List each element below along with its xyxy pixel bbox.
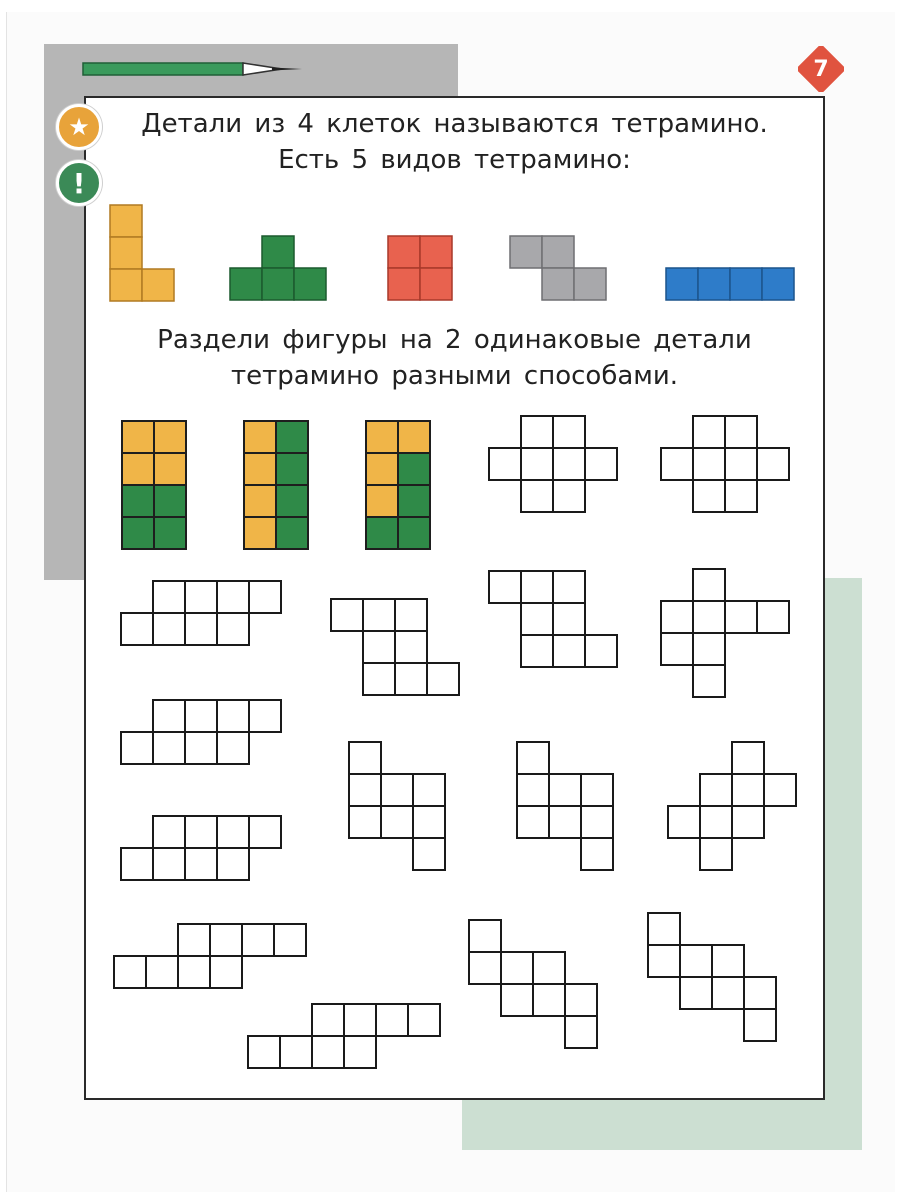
cell xyxy=(178,924,210,956)
cell xyxy=(413,774,445,806)
intro-line-2: Есть 5 видов тетрамино: xyxy=(278,145,631,175)
figure-13 xyxy=(248,1004,440,1068)
cell xyxy=(489,571,521,603)
cell xyxy=(693,633,725,665)
cell xyxy=(585,448,617,480)
cell xyxy=(398,485,430,517)
cell xyxy=(178,956,210,988)
cell xyxy=(185,700,217,732)
cell xyxy=(725,416,757,448)
example-2-part-a xyxy=(244,421,276,549)
cell xyxy=(312,1004,344,1036)
cell xyxy=(388,236,420,268)
cell xyxy=(217,581,249,613)
figure-11 xyxy=(121,816,281,880)
cell xyxy=(280,1036,312,1068)
cell xyxy=(331,599,363,631)
cell xyxy=(244,453,276,485)
cell xyxy=(185,816,217,848)
cell xyxy=(349,806,381,838)
figure-8 xyxy=(349,742,445,870)
cell xyxy=(510,236,542,268)
cell xyxy=(217,700,249,732)
cell xyxy=(154,421,186,453)
cell xyxy=(110,205,142,237)
cell xyxy=(521,448,553,480)
figure-3 xyxy=(121,581,281,645)
cell xyxy=(700,838,732,870)
cell xyxy=(388,268,420,300)
cell xyxy=(294,268,326,300)
tetromino-l xyxy=(110,205,174,301)
cell xyxy=(732,774,764,806)
cell xyxy=(248,1036,280,1068)
example-1-part-b xyxy=(122,485,186,549)
cell xyxy=(153,613,185,645)
cell xyxy=(521,480,553,512)
cell xyxy=(693,480,725,512)
cell xyxy=(363,599,395,631)
cell xyxy=(420,268,452,300)
cell xyxy=(217,848,249,880)
cell xyxy=(581,774,613,806)
cell xyxy=(398,421,430,453)
cell xyxy=(185,581,217,613)
tetromino-t xyxy=(230,236,326,300)
cell xyxy=(764,774,796,806)
cell xyxy=(730,268,762,300)
cell xyxy=(648,913,680,945)
cell xyxy=(395,599,427,631)
cell xyxy=(744,1009,776,1041)
cell xyxy=(732,806,764,838)
cell xyxy=(427,663,459,695)
cell xyxy=(744,977,776,1009)
cell xyxy=(725,601,757,633)
figure-6 xyxy=(661,569,789,697)
cell xyxy=(210,956,242,988)
cell xyxy=(574,268,606,300)
task-line-1: Раздели фигуры на 2 одинаковые детали xyxy=(157,325,752,355)
cell xyxy=(553,603,585,635)
cell xyxy=(154,517,186,549)
cell xyxy=(700,806,732,838)
cell xyxy=(366,421,398,453)
cell xyxy=(553,480,585,512)
cell xyxy=(122,517,154,549)
cell xyxy=(542,236,574,268)
cell xyxy=(395,663,427,695)
cell xyxy=(398,453,430,485)
cell xyxy=(121,732,153,764)
cell xyxy=(244,421,276,453)
cell xyxy=(469,920,501,952)
figure-15 xyxy=(648,913,776,1041)
figure-9 xyxy=(517,742,613,870)
cell xyxy=(244,485,276,517)
cell xyxy=(349,774,381,806)
cell xyxy=(469,952,501,984)
cell xyxy=(146,956,178,988)
cell xyxy=(565,984,597,1016)
cell xyxy=(395,631,427,663)
cell xyxy=(680,945,712,977)
cell xyxy=(549,774,581,806)
cell xyxy=(381,806,413,838)
cell xyxy=(217,732,249,764)
cell xyxy=(121,848,153,880)
exclamation-icon: ! xyxy=(56,160,102,206)
cell xyxy=(210,924,242,956)
task-line-2: тетрамино разными способами. xyxy=(230,361,679,391)
cell xyxy=(142,269,174,301)
cell xyxy=(110,237,142,269)
cell xyxy=(185,613,217,645)
cell xyxy=(565,1016,597,1048)
cell xyxy=(363,631,395,663)
cell xyxy=(276,517,308,549)
cell xyxy=(413,806,445,838)
cell xyxy=(381,774,413,806)
figure-14 xyxy=(469,920,597,1048)
cell xyxy=(349,742,381,774)
cell xyxy=(501,952,533,984)
cell xyxy=(408,1004,440,1036)
figure-1 xyxy=(489,416,617,512)
star-icon: ★ xyxy=(56,104,102,150)
cell xyxy=(661,601,693,633)
cell xyxy=(533,984,565,1016)
cell xyxy=(585,635,617,667)
cell xyxy=(153,848,185,880)
cell xyxy=(521,603,553,635)
cell xyxy=(217,613,249,645)
cell xyxy=(366,485,398,517)
cell xyxy=(517,742,549,774)
figure-7 xyxy=(121,700,281,764)
cell xyxy=(489,448,521,480)
cell xyxy=(517,774,549,806)
cell xyxy=(521,571,553,603)
tetromino-o xyxy=(388,236,452,300)
cell xyxy=(693,416,725,448)
cell xyxy=(122,453,154,485)
cell xyxy=(666,268,698,300)
cell xyxy=(312,1036,344,1068)
cell xyxy=(533,952,565,984)
cell xyxy=(344,1004,376,1036)
example-1-part-a xyxy=(122,421,186,485)
cell xyxy=(712,945,744,977)
cell xyxy=(185,732,217,764)
cell xyxy=(668,806,700,838)
cell xyxy=(276,421,308,453)
cell xyxy=(262,268,294,300)
cell xyxy=(517,806,549,838)
cell xyxy=(581,806,613,838)
cell xyxy=(153,732,185,764)
intro-line-1: Детали из 4 клеток называются тетрамино. xyxy=(141,109,768,139)
cell xyxy=(693,601,725,633)
cell xyxy=(693,448,725,480)
cell xyxy=(121,613,153,645)
cell xyxy=(732,742,764,774)
cell xyxy=(553,635,585,667)
cell xyxy=(698,268,730,300)
figure-2 xyxy=(661,416,789,512)
cell xyxy=(366,453,398,485)
cell xyxy=(680,977,712,1009)
cell xyxy=(153,816,185,848)
figure-4 xyxy=(331,599,459,695)
cell xyxy=(553,448,585,480)
cell xyxy=(276,485,308,517)
example-2-part-b xyxy=(276,421,308,549)
cell xyxy=(661,633,693,665)
cell xyxy=(153,700,185,732)
cell xyxy=(154,453,186,485)
figure-10 xyxy=(668,742,796,870)
cell xyxy=(217,816,249,848)
cell xyxy=(363,663,395,695)
cell xyxy=(114,956,146,988)
cell xyxy=(249,700,281,732)
cell xyxy=(553,571,585,603)
cell xyxy=(521,416,553,448)
cell xyxy=(542,268,574,300)
cell xyxy=(549,806,581,838)
cell xyxy=(693,569,725,601)
cell xyxy=(154,485,186,517)
cell xyxy=(249,816,281,848)
cell xyxy=(693,665,725,697)
page-number: 7 xyxy=(813,56,829,82)
cell xyxy=(110,269,142,301)
cell xyxy=(262,236,294,268)
cell xyxy=(398,517,430,549)
cell xyxy=(581,838,613,870)
cell xyxy=(185,848,217,880)
cell xyxy=(274,924,306,956)
figure-5 xyxy=(489,571,617,667)
cell xyxy=(376,1004,408,1036)
tetromino-s xyxy=(510,236,606,300)
cell xyxy=(553,416,585,448)
cell xyxy=(344,1036,376,1068)
cell xyxy=(230,268,262,300)
cell xyxy=(700,774,732,806)
cell xyxy=(725,448,757,480)
cell xyxy=(648,945,680,977)
cell xyxy=(122,421,154,453)
cell xyxy=(762,268,794,300)
cell xyxy=(244,517,276,549)
cell xyxy=(501,984,533,1016)
figure-12 xyxy=(114,924,306,988)
cell xyxy=(661,448,693,480)
cell xyxy=(413,838,445,870)
cell xyxy=(249,581,281,613)
cell xyxy=(757,601,789,633)
cell xyxy=(521,635,553,667)
cell xyxy=(712,977,744,1009)
tetromino-i xyxy=(666,268,794,300)
cell xyxy=(122,485,154,517)
cell xyxy=(242,924,274,956)
cell xyxy=(725,480,757,512)
cell xyxy=(757,448,789,480)
cell xyxy=(153,581,185,613)
cell xyxy=(366,517,398,549)
cell xyxy=(420,236,452,268)
cell xyxy=(276,453,308,485)
